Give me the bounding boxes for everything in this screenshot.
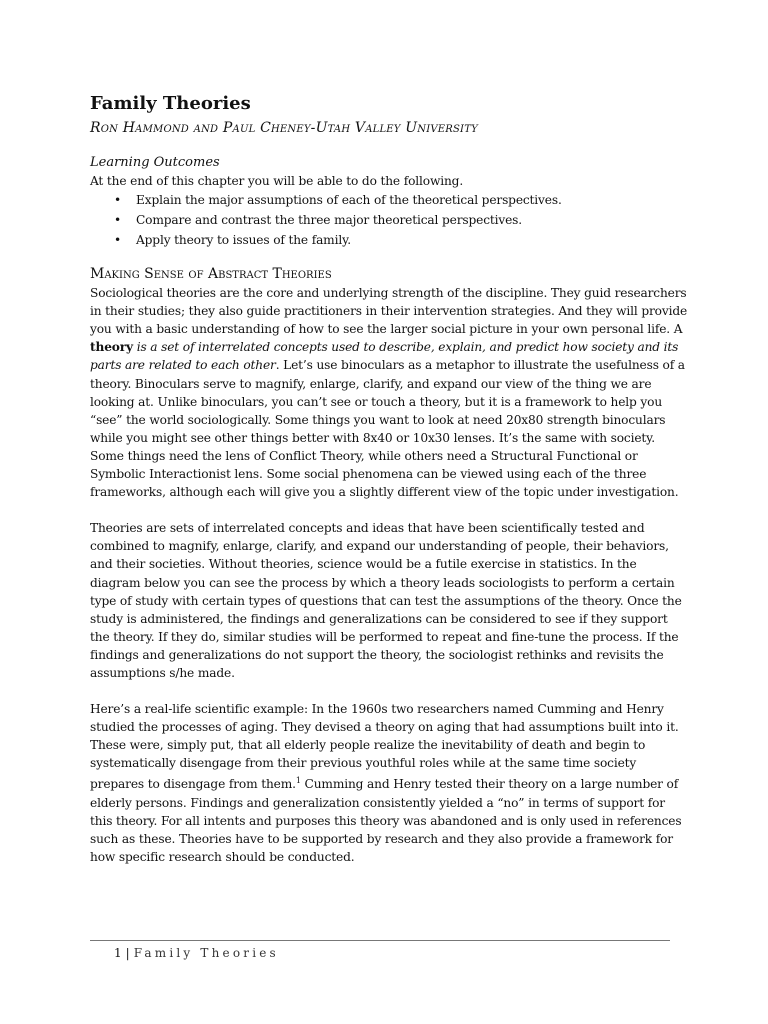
document-title: Family Theories xyxy=(90,93,251,114)
paragraph-3-text-a: Here’s a real-life scientific example: In the 1960s two researchers named Cumming and Henry studied the processes of aging. They devised a theory on aging that had assumptions built into it. These were, simply put, that all elderly people realize the inevitability of death and begin to systematically disengage from their previous youthful roles while at the same time society prepares to disengage from them. xyxy=(90,702,679,792)
paragraph-3-text-b: Cumming and Henry tested their theory on a large number of elderly persons. Findings and generalization consistently yielded a “no” in terms of support for this theory. For all intents and purposes this theory was abandoned and is only used in references such as these. Theories have to be supported by research and they also provide a framework for how specific research should be conducted. xyxy=(90,777,682,864)
section-heading: Making Sense of Abstract Theories xyxy=(90,266,332,283)
paragraph-2: Theories are sets of interrelated concepts and ideas that have been scientifically tested and combined to magnify, enlarge, clarify, and expand our understanding of people, their behaviors, and their societies. Without theories, science would be a futile exercise in statistics. In the diagram below you can see the process by which a theory leads sociologists to perform a certain type of study with certain types of questions that can test the assumptions of the theory. Once the study is administered, the findings and generalizations can be considered to see if they support the theory. If they do, similar studies will be performed to repeat and fine-tune the process. If the findings and generalizations do not support the theory, the sociologist rethinks and revisits the assumptions s/he made. xyxy=(90,521,682,680)
paragraph-1 xyxy=(90,284,690,501)
page-footer xyxy=(114,945,279,961)
paragraph-1-text-a: Sociological theories are the core and underlying strength of the discipline. They guid researchers in their studies; they also guide practitioners in their intervention strategies. And they will provide you with a basic understanding of how to see the larger social picture in your own personal life. A xyxy=(90,286,688,337)
paragraph-1-text-b: . Let’s use binoculars as a metaphor to illustrate the usefulness of a theory. Binoculars serve to magnify, enlarge, clarify, and expand our view of the thing we are looking at. Unlike binoculars, you can’t see or touch a theory, but it is a framework to help you “see” the world sociologically. Some things you want to look at need 20x80 strength binoculars while you might see other things better with 8x40 or 10x30 lenses. It’s the same with society. Some things need the lens of Conflict Theory, while others need a Structural Functional or Symbolic Interactionist lens. Some social phenomena can be viewed using each of the three frameworks, although each will give you a slightly different view of the topic under investigation. xyxy=(90,358,685,500)
footnote-marker[interactable]: 1 xyxy=(295,776,301,786)
paragraph-gap xyxy=(90,501,690,519)
footer-divider xyxy=(90,940,670,941)
list-item: • Explain the major assumptions of each of the theoretical perspectives. xyxy=(114,190,690,210)
paragraph-gap xyxy=(90,682,690,700)
footer-separator: | xyxy=(125,946,130,960)
paragraph-3 xyxy=(90,700,690,866)
page-number: 1 xyxy=(114,946,122,960)
document-authors: Ron Hammond and Paul Cheney-Utah Valley University xyxy=(90,120,478,136)
learning-outcomes-intro: At the end of this chapter you will be able to do the following. xyxy=(90,174,464,188)
list-item: • Apply theory to issues of the family. xyxy=(114,230,690,250)
theory-definition: is a set of interrelated concepts used to describe, explain, and predict how society and its parts are related to each other xyxy=(90,340,679,373)
list-item: • Compare and contrast the three major theoretical perspectives. xyxy=(114,210,690,230)
running-title: Family Theories xyxy=(133,946,279,960)
learning-outcomes-list xyxy=(90,190,690,250)
document-page xyxy=(90,92,690,866)
learning-outcomes-heading: Learning Outcomes xyxy=(90,155,220,170)
theory-term: theory xyxy=(90,340,133,355)
